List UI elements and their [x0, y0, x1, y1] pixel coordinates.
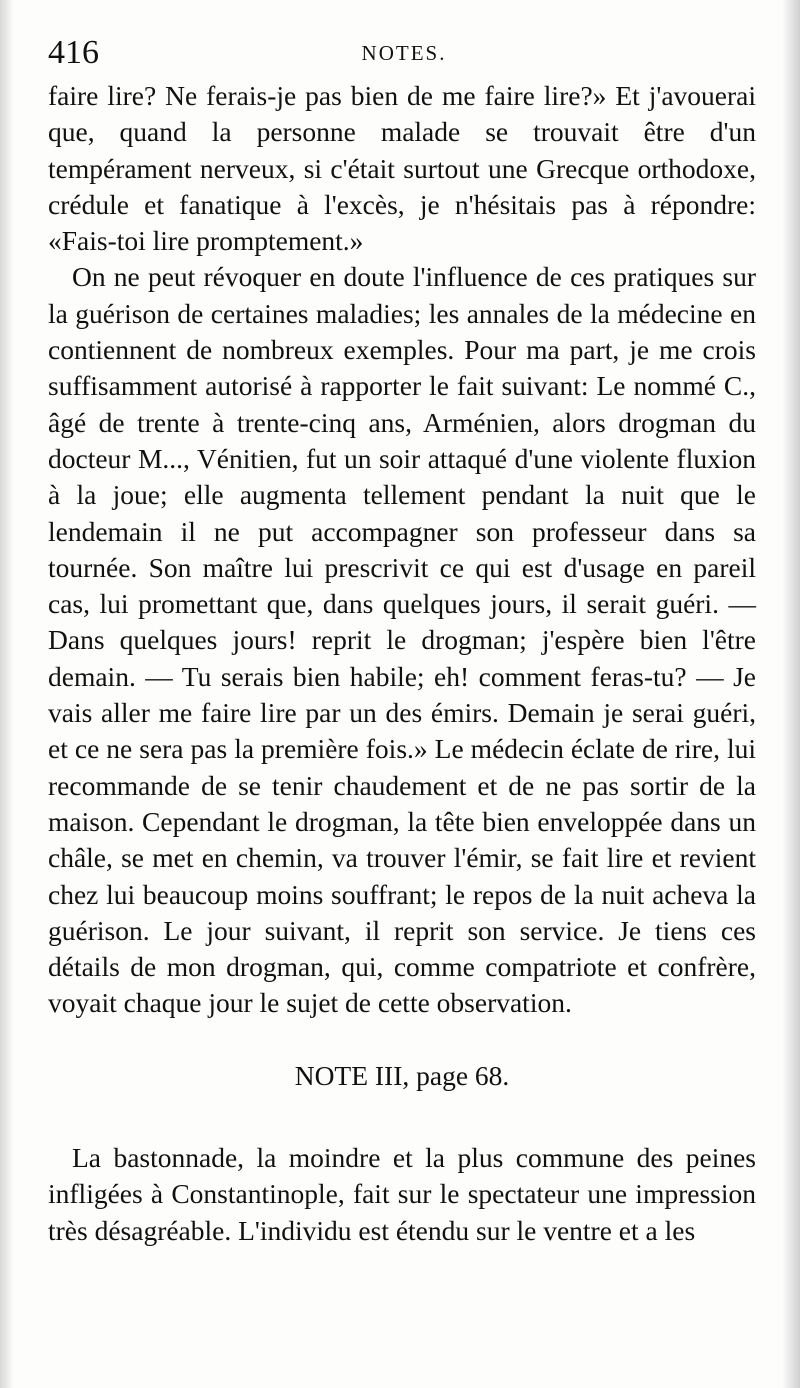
page-edge-shadow-left — [0, 0, 14, 1388]
page-number: 416 — [48, 34, 99, 71]
page-edge-shadow-right — [782, 0, 800, 1388]
body-text — [48, 78, 756, 1249]
paragraph-anecdote: On ne peut révoquer en doute l'influence de ces pratiques sur la guérison de certaines maladies; les annales de la médecine en contiennent de nombreux exemples. Pour ma part, je me crois suffisamment autorisé à rapporter le fait suivant: Le nommé C., âgé de trente à trente-cinq ans, Arménien, alors drogman du docteur M..., Vénitien, fut un soir attaqué d'une violente fluxion à la joue; elle augmenta tellement pendant la nuit que le lendemain il ne put accompagner son professeur dans sa tournée. Son maître lui prescrivit ce qui est d'usage en pareil cas, lui promettant que, dans quelques jours, il serait guéri. — Dans quelques jours! reprit le drogman; j'espère bien l'être demain. — Tu serais bien habile; eh! comment feras-tu? — Je vais aller me faire lire par un des émirs. Demain je serai guéri, et ce ne sera pas la première fois.» Le médecin éclate de rire, lui recommande de se tenir chaudement et de ne pas sortir de la maison. Cependant le drogman, la tête bien enveloppée dans un châle, se met en chemin, va trouver l'émir, se fait lire et revient chez lui beaucoup moins souffrant; le repos de la nuit acheva la guérison. Le jour suivant, il reprit son service. Je tiens ces détails de mon drogman, qui, comme compatriote et confrère, voyait chaque jour le sujet de cette observation. — [48, 261, 756, 1019]
page-header — [48, 28, 760, 78]
running-head: NOTES. — [361, 41, 447, 65]
note-heading: NOTE III, page 68. — [294, 1059, 510, 1091]
paragraph-continuation: faire lire? Ne ferais-je pas bien de me faire lire?» Et j'avouerai que, quand la personne malade se trouvait être d'un tempérament nerveux, si c'était surtout une Grecque orthodoxe, crédule et fanatique à l'excès, je n'hésitais pas à répondre: «Fais-toi lire promptement.» — [48, 80, 756, 257]
paragraph-bastonnade: La bastonnade, la moindre et la plus commune des peines infligées à Constantinople, fait sur le spectateur une impression très désagréable. L'individu est étendu sur le ventre et a les — [48, 1142, 756, 1246]
